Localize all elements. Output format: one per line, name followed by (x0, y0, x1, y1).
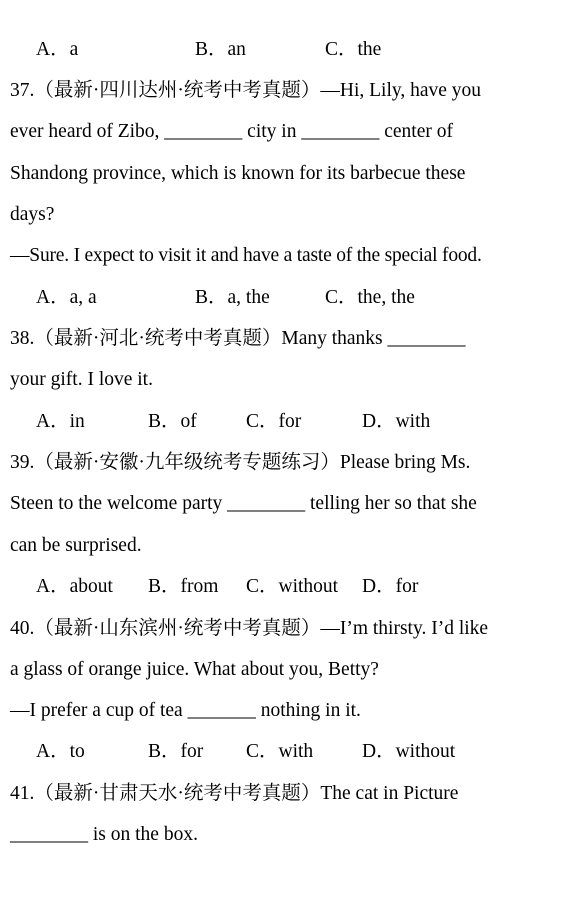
q41-line-2: ________ is on the box. (10, 824, 198, 845)
q40-line-3: —I prefer a cup of tea _______ nothing in it. (10, 700, 361, 721)
q38-option-d: D．with (362, 411, 431, 432)
q39-line-1: 39.（最新·安徽·九年级统考专题练习）Please bring Ms. (10, 452, 471, 473)
q37-option-b: B．a, the (195, 287, 270, 308)
q40-line-2: a glass of orange juice. What about you, Betty? (10, 659, 379, 680)
q38-option-c: C．for (246, 411, 302, 432)
q40-option-b: B．for (148, 741, 204, 762)
q40-line-1: 40.（最新·山东滨州·统考中考真题）—I’m thirsty. I’d like (10, 618, 489, 639)
q39-option-c: C．without (246, 576, 339, 597)
q37-line-2: ever heard of Zibo, ________ city in ________ center of (10, 121, 453, 142)
q38-line-2: your gift. I love it. (10, 369, 153, 390)
q39-option-a: A．about (36, 576, 113, 597)
q41-line-1: 41.（最新·甘肃天水·统考中考真题）The cat in Picture (10, 783, 459, 804)
q37-line-3: Shandong province, which is known for its barbecue these (10, 163, 466, 184)
q37-line-1: 37.（最新·四川达州·统考中考真题）—Hi, Lily, have you (10, 80, 482, 101)
q37-option-c: C．the, the (325, 287, 415, 308)
q38-option-b: B．of (148, 411, 197, 432)
q36-option-c: C．the (325, 39, 382, 60)
q36-option-b: B．an (195, 39, 246, 60)
q40-option-d: D．without (362, 741, 456, 762)
q38-option-a: A．in (36, 411, 85, 432)
q37-line-4: days? (10, 204, 55, 225)
q39-option-b: B．from (148, 576, 219, 597)
q37-line-5: —Sure. I expect to visit it and have a taste of the special food. (10, 245, 482, 266)
q39-line-3: can be surprised. (10, 535, 142, 556)
q39-line-2: Steen to the welcome party ________ telling her so that she (10, 493, 477, 514)
q39-option-d: D．for (362, 576, 419, 597)
q40-option-c: C．with (246, 741, 314, 762)
q38-line-1: 38.（最新·河北·统考中考真题）Many thanks ________ (10, 328, 466, 349)
q37-option-a: A．a, a (36, 287, 97, 308)
q40-option-a: A．to (36, 741, 85, 762)
q36-option-a: A．a (36, 39, 79, 60)
